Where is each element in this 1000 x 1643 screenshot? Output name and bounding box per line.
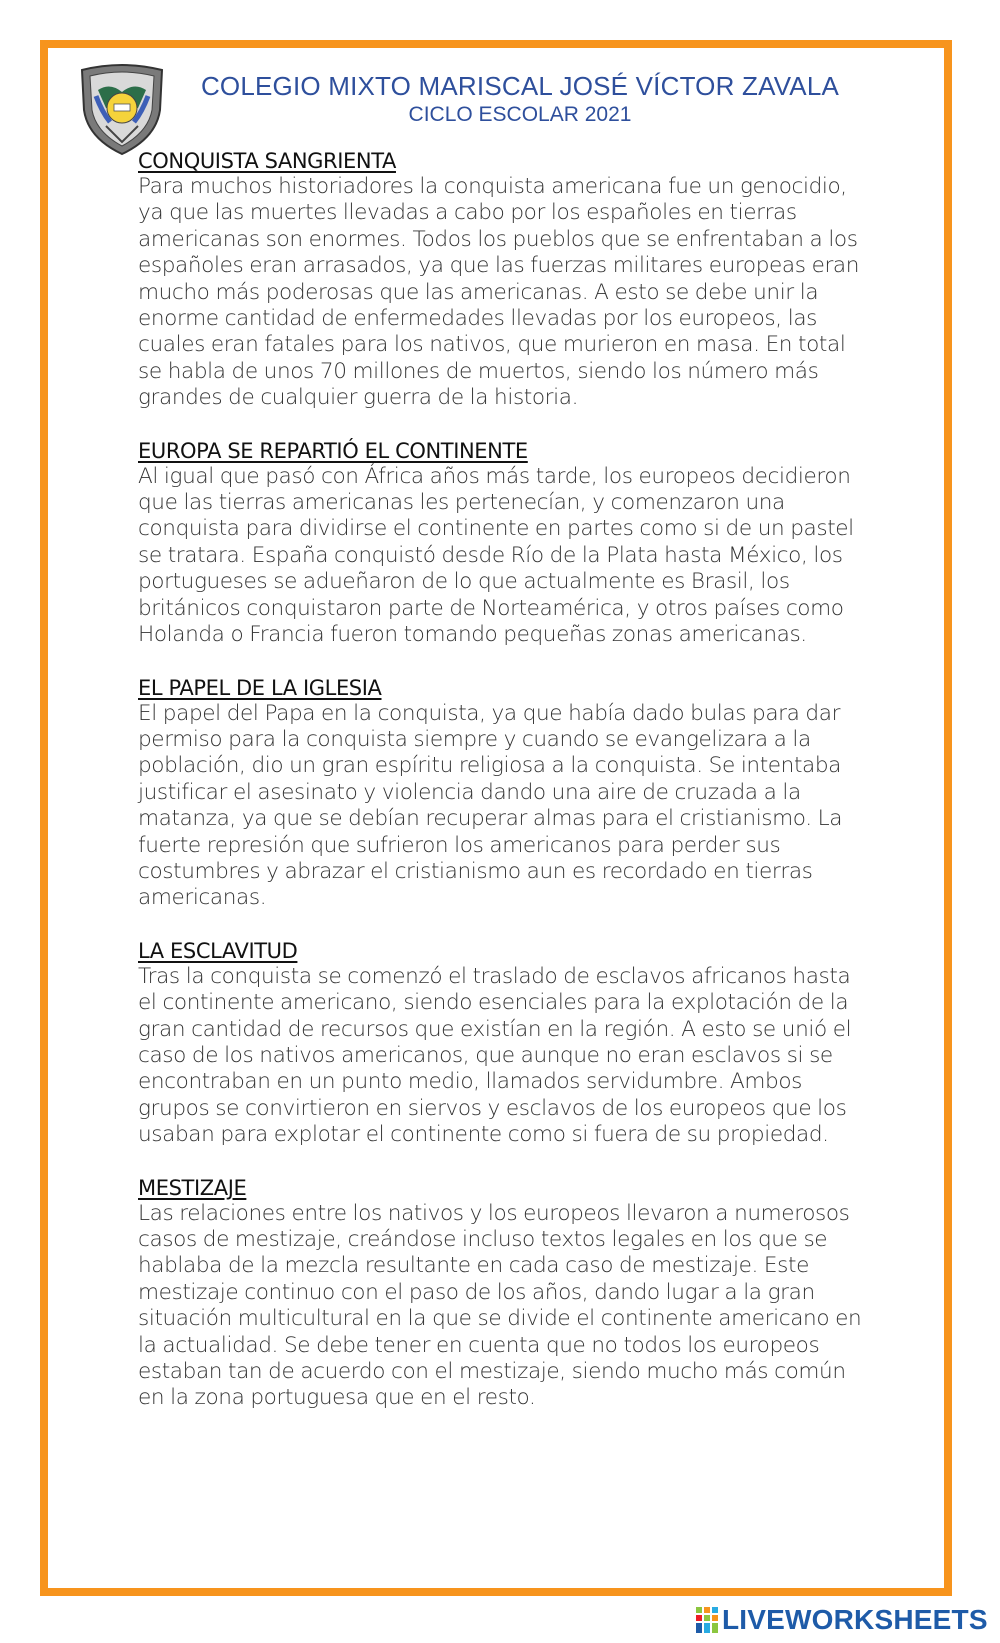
section-title: EUROPA SE REPARTIÓ EL CONTINENTE <box>138 438 528 463</box>
section-conquista-sangrienta <box>138 148 870 412</box>
liveworksheets-logo-icon <box>696 1607 718 1633</box>
section-title: EL PAPEL DE LA IGLESIA <box>138 675 382 700</box>
section-paragraph: Tras la conquista se comenzó el traslado de esclavos africanos hasta el continente americano, siendo esenciales para la explotación de la gran cantidad de recursos que existían en la región. A esto se unió el caso de los nativos americanos, que aunque no eran esclavos si se encontraban en un punto medio, llamados servidumbre. Ambos grupos se convirtieron en siervos y esclavos de los europeos que los usaban para explotar el continente como si fuera de su propiedad. <box>138 963 852 1148</box>
school-name: COLEGIO MIXTO MARISCAL JOSÉ VÍCTOR ZAVALA <box>200 71 840 101</box>
school-year: CICLO ESCOLAR 2021 <box>408 103 632 126</box>
section-paragraph: El papel del Papa en la conquista, ya que había dado bulas para dar permiso para la conquista siempre y cuando se evangelizara a la población, dio un gran espíritu religiosa a la conquista. Se intentaba justificar el asesinato y violencia dando una aire de cruzada a la matanza, ya que se debían recuperar almas para el cristianismo. La fuerte represión que sufrieron los americanos para perder sus costumbres y abrazar el cristianismo aun es recordado en tierras americanas. <box>138 700 843 911</box>
section-title: CONQUISTA SANGRIENTA <box>138 149 396 173</box>
section-mestizaje <box>138 1175 870 1412</box>
section-papel-iglesia <box>138 675 870 912</box>
section-esclavitud <box>138 938 870 1149</box>
document-body <box>138 148 870 1438</box>
section-paragraph: Al igual que pasó con África años más tarde, los europeos decidieron que las tierras americanas les pertenecían, y comenzaron una conquista para dividirse el continente en partes como si de un pastel se tratara. España conquistó desde Río de la Plata hasta México, los portugueses se adueñaron de lo que actualmente es Brasil, los británicos conquistaron parte de Norteamérica, y otros países como Holanda o Francia fueron tomando pequeñas zonas americanas. <box>138 463 854 648</box>
section-paragraph: Las relaciones entre los nativos y los europeos llevaron a numerosos casos de mestizaje, creándose incluso textos legales en los que se hablaba de la mezcla resultante en cada caso de mestizaje. Este mestizaje continuo con el paso de los años, dando lugar a la gran situación multicultural en la que se divide el continente americano en la actualidad. Se debe tener en cuenta que no todos los europeos estaban tan de acuerdo con el mestizaje, siendo mucho más común en la zona portuguesa que en el resto. <box>138 1200 862 1411</box>
section-title: MESTIZAJE <box>138 1175 247 1200</box>
liveworksheets-logo[interactable] <box>696 1604 988 1636</box>
liveworksheets-brand: LIVEWORKSHEETS <box>722 1604 988 1635</box>
section-europa-reparto <box>138 438 870 649</box>
school-crest-icon <box>76 62 168 156</box>
section-paragraph: Para muchos historiadores la conquista americana fue un genocidio, ya que las muertes llevadas a cabo por los españoles en tierras americanas son enormes. Todos los pueblos que se enfrentaban a los españoles eran arrasados, ya que las fuerzas militares europeas eran mucho más poderosas que las americanas. A esto se debe unir la enorme cantidad de enfermedades llevadas por los europeos, las cuales eran fatales para los nativos, que murieron en masa. En total se habla de unos 70 millones de muertos, siendo los número más grandes de cualquier guerra de la historia. <box>138 174 860 411</box>
section-title: LA ESCLAVITUD <box>138 938 298 963</box>
